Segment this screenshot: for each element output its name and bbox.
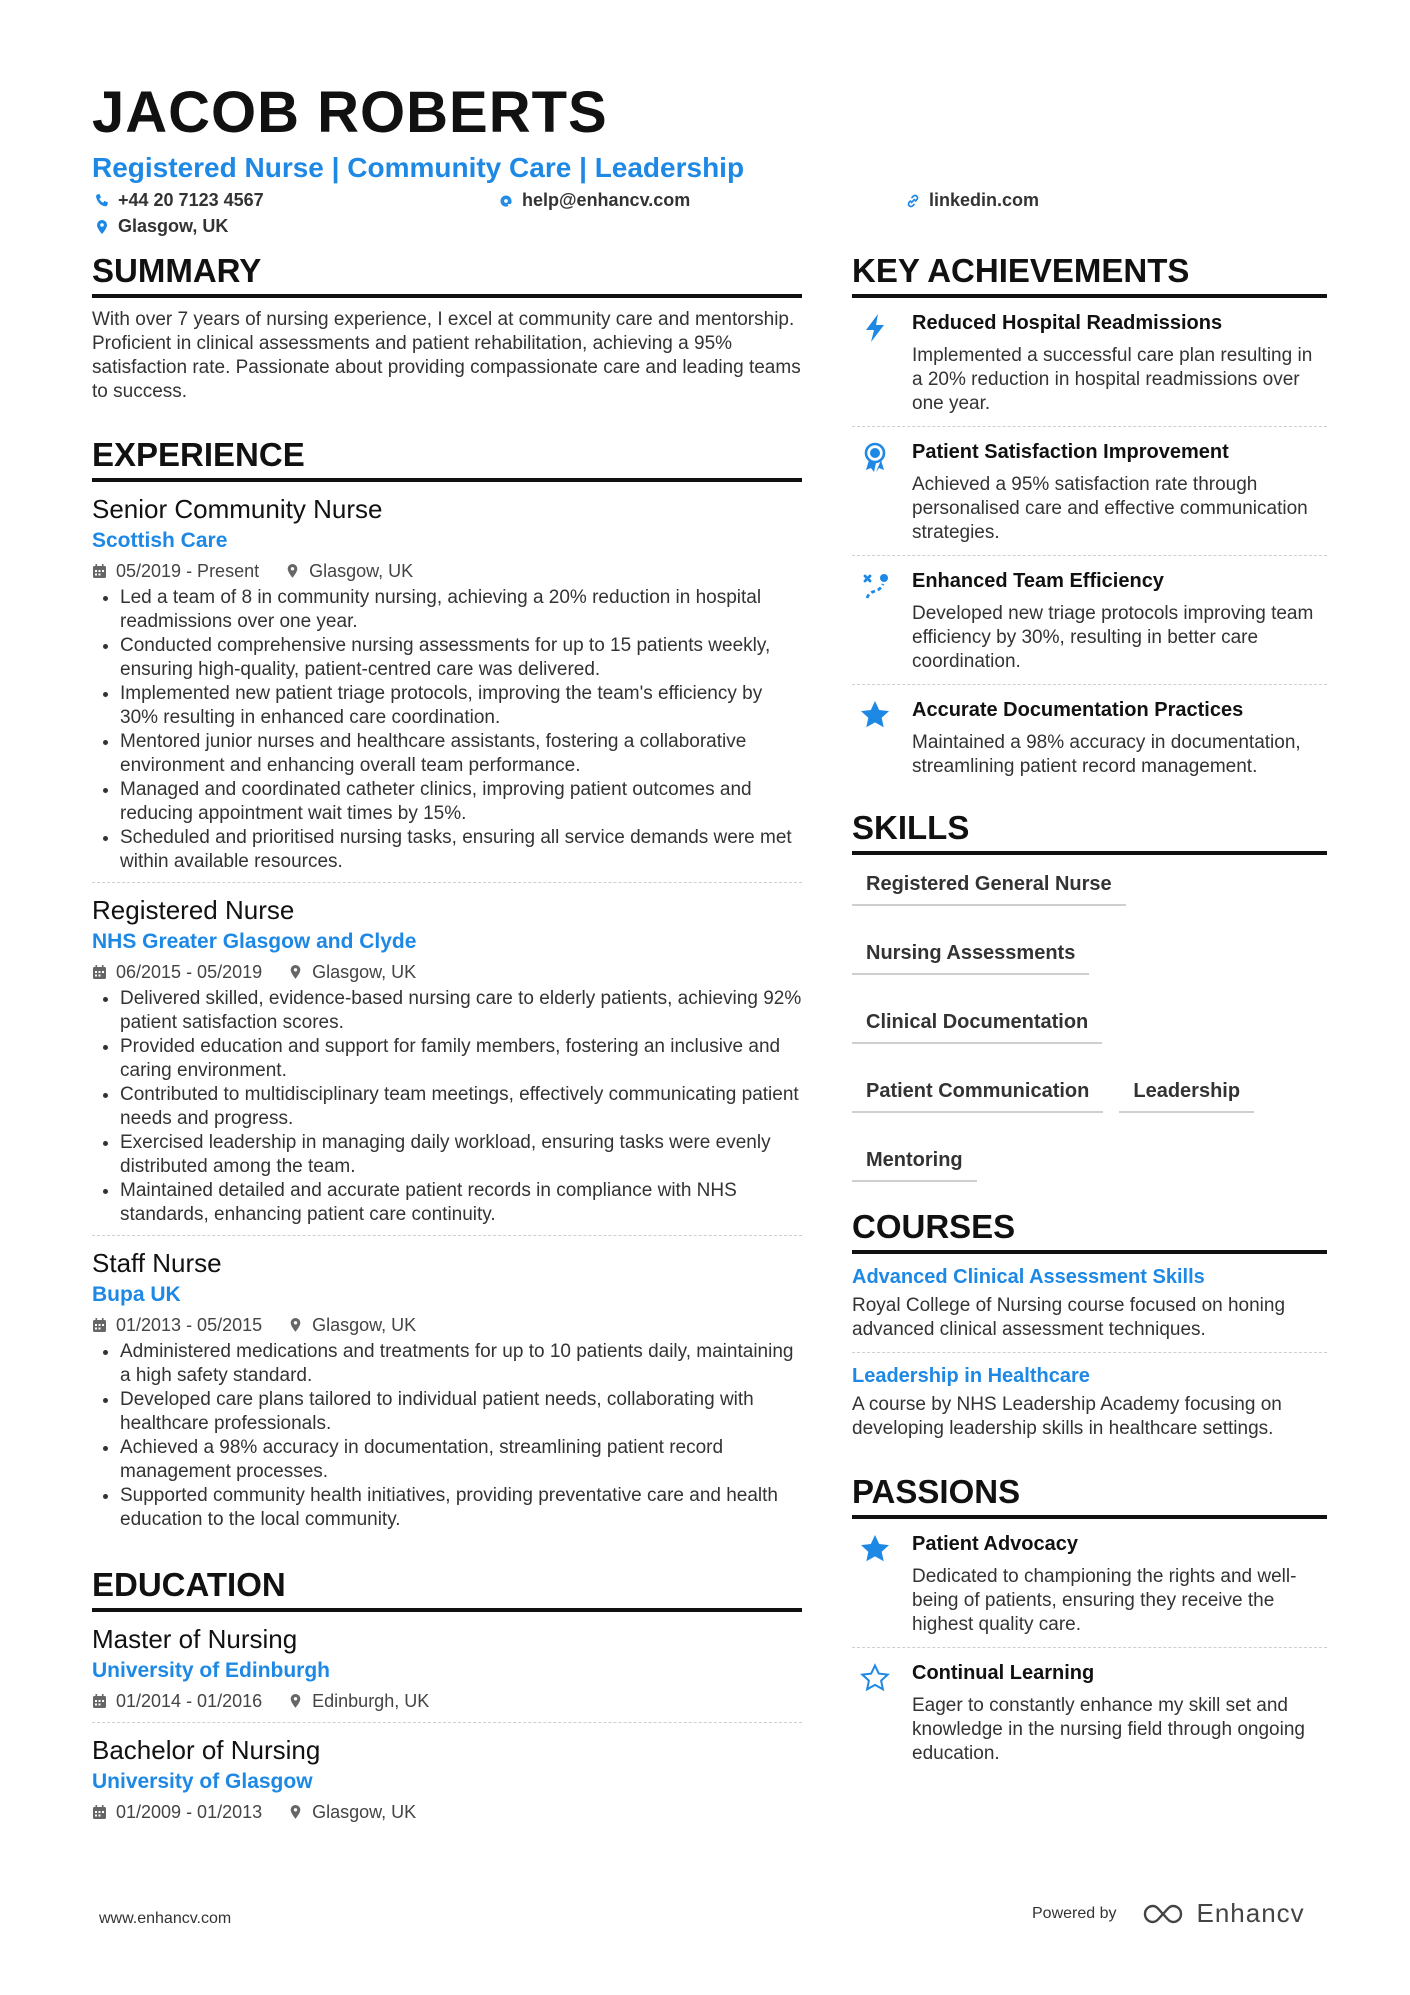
skill-tag: Registered General Nurse <box>852 869 1126 906</box>
route-icon-wrapper <box>856 568 894 674</box>
contact-linkedin[interactable] <box>905 190 1039 211</box>
lightning-icon-wrapper <box>856 310 894 416</box>
job-entry <box>92 1236 802 1540</box>
passions-section <box>852 1471 1327 1776</box>
location-pin-icon <box>288 1693 303 1709</box>
degree-title: Master of Nursing <box>92 1624 298 1654</box>
location-text: Glasgow, UK <box>312 1315 417 1335</box>
award-ribbon-icon-wrapper <box>856 439 894 545</box>
job-bullet: • Maintained detailed and accurate patient records in compliance with NHS standards, enhancing patient care continuity. <box>120 1179 802 1227</box>
candidate-title: Registered Nurse | Community Care | Leadership <box>92 152 745 183</box>
link-icon <box>905 193 921 209</box>
education-entry <box>92 1723 802 1833</box>
achievements-section <box>852 250 1327 789</box>
skills-heading: SKILLS <box>852 807 1327 855</box>
passion-item-title: Continual Learning <box>912 1662 1095 1684</box>
star-icon-wrapper <box>856 697 894 779</box>
location <box>285 558 413 584</box>
job-bullet: • Achieved a 98% accuracy in documentation, streamlining patient record management processes. <box>120 1436 802 1484</box>
school-name: University of Glasgow <box>92 1770 313 1793</box>
resume-header <box>92 78 1332 246</box>
company-name: Bupa UK <box>92 1283 181 1306</box>
job-bullet: • Provided education and support for family members, fostering an inclusive and caring environment. <box>120 1035 802 1083</box>
calendar-icon <box>92 1804 107 1820</box>
job-bullet: • Managed and coordinated catheter clinics, improving patient outcomes and reducing appointment wait times by 15%. <box>120 778 802 826</box>
achievement-item-body <box>912 697 1327 779</box>
linkedin-text: linkedin.com <box>929 190 1040 210</box>
education-heading: EDUCATION <box>92 1564 802 1612</box>
job-title: Senior Community Nurse <box>92 494 383 524</box>
location-text: Glasgow, UK <box>312 962 417 982</box>
passion-item-body <box>912 1660 1327 1766</box>
skill-tag: Mentoring <box>852 1145 977 1182</box>
job-bullet: • Conducted comprehensive nursing assessments for up to 15 patients weekly, ensuring high-quality, patient-centred care was delivered. <box>120 634 802 682</box>
courses-heading: COURSES <box>852 1206 1327 1254</box>
experience-section <box>92 434 802 1540</box>
contact-phone <box>94 190 264 211</box>
location-pin-icon <box>288 1317 303 1333</box>
powered-by-text: Powered by <box>1032 1904 1117 1922</box>
passion-item <box>852 1519 1327 1648</box>
skill-tag: Patient Communication <box>852 1076 1103 1113</box>
job-bullets <box>92 586 802 874</box>
calendar-icon <box>92 1317 107 1333</box>
passions-heading: PASSIONS <box>852 1471 1327 1519</box>
courses-list <box>852 1254 1327 1451</box>
achievement-item-desc: Implemented a successful care plan resulting in a 20% reduction in hospital readmissions over one year. <box>912 345 1313 414</box>
location-text: Edinburgh, UK <box>312 1691 430 1711</box>
courses-section <box>852 1206 1327 1451</box>
date-text: 06/2015 - 05/2019 <box>116 962 263 982</box>
course-item <box>852 1353 1327 1451</box>
location-pin-icon <box>288 1804 303 1820</box>
location <box>288 959 416 985</box>
date-location-row <box>92 558 802 584</box>
achievement-item-body <box>912 439 1327 545</box>
date-text: 05/2019 - Present <box>116 561 260 581</box>
skill-tag: Leadership <box>1119 1076 1254 1113</box>
skills-section <box>852 807 1327 1182</box>
course-title: Leadership in Healthcare <box>852 1365 1090 1387</box>
passion-item-desc: Dedicated to championing the rights and well-being of patients, ensuring they receive the highest quality care. <box>912 1566 1297 1635</box>
calendar-icon <box>92 964 107 980</box>
passion-item-title: Patient Advocacy <box>912 1533 1078 1555</box>
location <box>288 1312 416 1338</box>
date-text: 01/2009 - 01/2013 <box>116 1802 263 1822</box>
company-name: Scottish Care <box>92 529 228 552</box>
date-location-row <box>92 959 802 985</box>
star-filled-icon-wrapper <box>856 1531 894 1637</box>
education-entry <box>92 1612 802 1723</box>
location-text: Glasgow, UK <box>312 1802 417 1822</box>
passion-item <box>852 1648 1327 1776</box>
course-title: Advanced Clinical Assessment Skills <box>852 1266 1205 1288</box>
achievement-item-title: Accurate Documentation Practices <box>912 699 1244 721</box>
phone-icon <box>94 193 110 209</box>
award-ribbon-icon <box>859 441 891 473</box>
achievement-item-desc: Maintained a 98% accuracy in documentation, streamlining patient record management. <box>912 732 1301 777</box>
star-icon <box>859 699 891 731</box>
achievement-item <box>852 298 1327 427</box>
date-range <box>92 1312 262 1338</box>
email-text: help@enhancv.com <box>522 190 691 210</box>
education-list <box>92 1612 802 1833</box>
achievement-item-desc: Achieved a 95% satisfaction rate through personalised care and effective communication strategies. <box>912 474 1308 543</box>
left-column <box>92 250 802 1863</box>
job-bullet: • Implemented new patient triage protocols, improving the team's efficiency by 30% resulting in enhanced care coordination. <box>120 682 802 730</box>
achievement-item-body <box>912 310 1327 416</box>
job-entry <box>92 883 802 1236</box>
school-name: University of Edinburgh <box>92 1659 331 1682</box>
star-filled-icon <box>859 1533 891 1565</box>
date-range <box>92 1688 262 1714</box>
skills-list <box>852 855 1327 1182</box>
star-outline-icon-wrapper <box>856 1660 894 1766</box>
date-text: 01/2014 - 01/2016 <box>116 1691 263 1711</box>
job-bullet: • Developed care plans tailored to individual patient needs, collaborating with healthcare professionals. <box>120 1388 802 1436</box>
achievement-item <box>852 427 1327 556</box>
job-title: Staff Nurse <box>92 1248 222 1278</box>
date-text: 01/2013 - 05/2015 <box>116 1315 263 1335</box>
job-bullet: • Scheduled and prioritised nursing tasks, ensuring all service demands were met within available resources. <box>120 826 802 874</box>
job-bullet: • Exercised leadership in managing daily workload, ensuring tasks were evenly distributed among the team. <box>120 1131 802 1179</box>
contact-info <box>92 190 1332 246</box>
date-location-row <box>92 1688 802 1714</box>
experience-heading: EXPERIENCE <box>92 434 802 482</box>
summary-text: With over 7 years of nursing experience, I excel at community care and mentorship. Proficient in clinical assessments and patient rehabilitation, achieving a 95% satisfaction rate. Passionate about providing compassionate care and leading teams to success. <box>92 309 801 402</box>
achievement-item-title: Enhanced Team Efficiency <box>912 570 1164 592</box>
job-bullet: • Led a team of 8 in community nursing, achieving a 20% reduction in hospital readmissions over one year. <box>120 586 802 634</box>
calendar-icon <box>92 563 107 579</box>
route-icon <box>859 570 891 602</box>
job-title: Registered Nurse <box>92 895 295 925</box>
skill-tag: Clinical Documentation <box>852 1007 1102 1044</box>
skill-tag: Nursing Assessments <box>852 938 1089 975</box>
location <box>288 1799 416 1825</box>
job-bullets <box>92 987 802 1227</box>
location-pin-icon <box>94 219 110 235</box>
achievement-item-desc: Developed new triage protocols improving team efficiency by 30%, resulting in better care coordination. <box>912 603 1314 672</box>
calendar-icon <box>92 1693 107 1709</box>
date-range <box>92 558 259 584</box>
achievement-item-title: Reduced Hospital Readmissions <box>912 312 1223 334</box>
footer-powered <box>1032 1898 1305 1929</box>
job-entry <box>92 482 802 883</box>
job-bullet: • Delivered skilled, evidence-based nursing care to elderly patients, achieving 92% patient satisfaction scores. <box>120 987 802 1035</box>
star-outline-icon <box>859 1662 891 1694</box>
candidate-name: JACOB ROBERTS <box>92 80 608 145</box>
achievement-item <box>852 556 1327 685</box>
contact-email[interactable] <box>498 190 690 211</box>
achievements-heading: KEY ACHIEVEMENTS <box>852 250 1327 298</box>
achievement-item <box>852 685 1327 789</box>
job-bullets <box>92 1340 802 1532</box>
date-location-row <box>92 1799 802 1825</box>
course-desc: A course by NHS Leadership Academy focusing on developing leadership skills in healthcare settings. <box>852 1394 1282 1439</box>
course-item <box>852 1254 1327 1353</box>
location <box>288 1688 429 1714</box>
passion-item-body <box>912 1531 1327 1637</box>
location-pin-icon <box>288 964 303 980</box>
job-bullet: • Contributed to multidisciplinary team meetings, effectively communicating patient needs and progress. <box>120 1083 802 1131</box>
achievement-item-body <box>912 568 1327 674</box>
enhancv-logo-icon <box>1141 1902 1187 1926</box>
location-text: Glasgow, UK <box>118 216 229 236</box>
job-bullet: • Supported community health initiatives, providing preventative care and health education to the local community. <box>120 1484 802 1532</box>
passions-list <box>852 1519 1327 1776</box>
course-desc: Royal College of Nursing course focused on honing advanced clinical assessment techniques. <box>852 1295 1286 1340</box>
brand-text: Enhancv <box>1196 1898 1305 1928</box>
date-range <box>92 959 262 985</box>
enhancv-logo[interactable] <box>1141 1898 1305 1929</box>
company-name: NHS Greater Glasgow and Clyde <box>92 930 417 953</box>
job-bullet: • Mentored junior nurses and healthcare assistants, fostering a collaborative environment and enhancing overall team performance. <box>120 730 802 778</box>
summary-heading: SUMMARY <box>92 250 802 298</box>
experience-list <box>92 482 802 1540</box>
achievements-list <box>852 298 1327 789</box>
footer-website[interactable]: www.enhancv.com <box>99 1910 232 1927</box>
passion-item-desc: Eager to constantly enhance my skill set and knowledge in the nursing field through ongoing education. <box>912 1695 1305 1764</box>
summary-section <box>92 250 802 404</box>
degree-title: Bachelor of Nursing <box>92 1735 321 1765</box>
right-column <box>852 250 1327 1806</box>
date-location-row <box>92 1312 802 1338</box>
contact-location <box>94 216 228 237</box>
at-icon <box>498 193 514 209</box>
location-pin-icon <box>285 563 300 579</box>
achievement-item-title: Patient Satisfaction Improvement <box>912 441 1229 463</box>
job-bullet: • Administered medications and treatments for up to 10 patients daily, maintaining a high safety standard. <box>120 1340 802 1388</box>
date-range <box>92 1799 262 1825</box>
phone-text: +44 20 7123 4567 <box>118 190 264 210</box>
location-text: Glasgow, UK <box>309 561 414 581</box>
lightning-icon <box>859 312 891 344</box>
education-section <box>92 1564 802 1833</box>
